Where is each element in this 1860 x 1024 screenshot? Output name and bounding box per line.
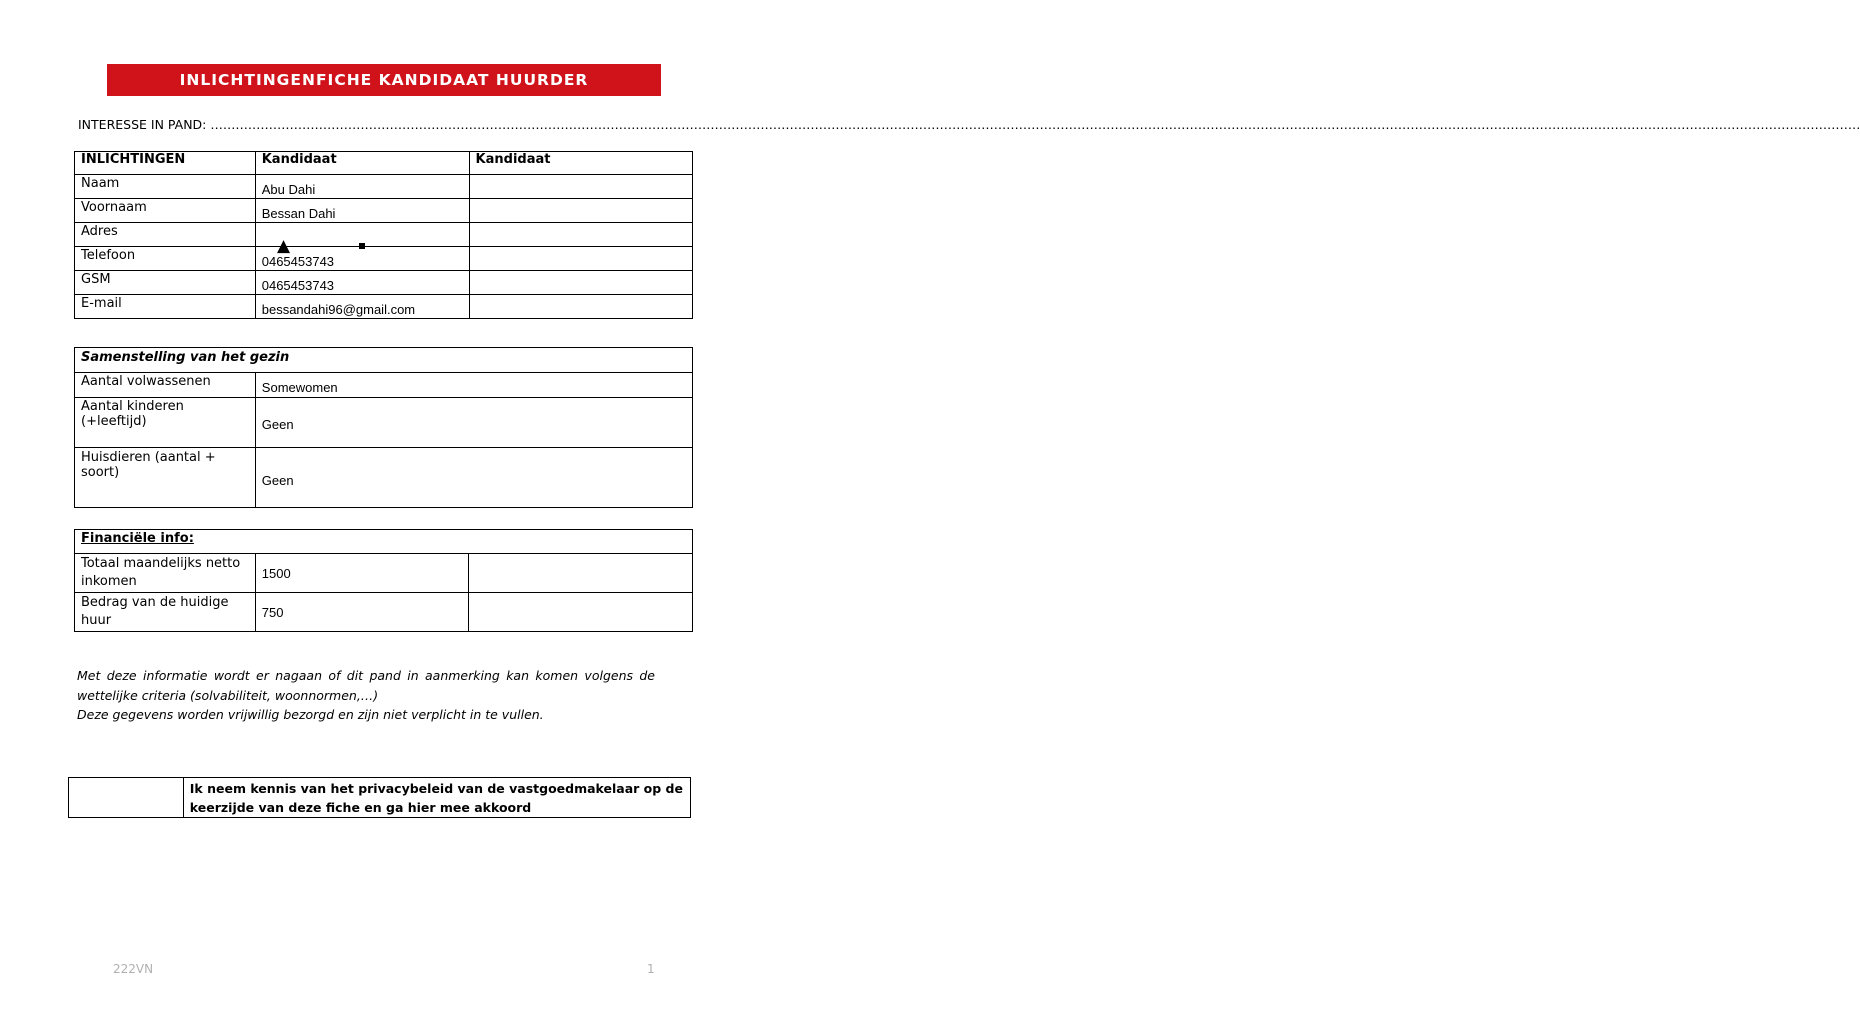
candidate2-adres-field[interactable] [469,223,692,247]
row-label: Telefoon [75,247,256,271]
candidate1-naam-field[interactable]: Abu Dahi [255,175,469,199]
scribble-line [298,246,448,247]
candidate1-telefoon-field[interactable]: 0465453743 [255,247,469,271]
scribble-mark: ▲ [277,236,291,256]
note-voluntary: Deze gegevens worden vrijwillig bezorgd en zijn niet verplicht in te vullen. [77,707,544,722]
family-row-adults [75,373,693,398]
rent-field[interactable]: 750 [255,593,469,632]
income-field-2[interactable] [469,554,693,593]
info-row-email [75,295,693,319]
info-row-adres [75,223,693,247]
candidate2-gsm-field[interactable] [469,271,692,295]
row-label: Aantal kinderen (+leeftijd) [75,398,256,448]
financial-heading-row [75,530,693,554]
row-label: Adres [75,223,256,247]
row-label: GSM [75,271,256,295]
row-label: Totaal maandelijks netto inkomen [75,554,256,593]
candidate2-naam-field[interactable] [469,175,692,199]
family-heading: Samenstelling van het gezin [75,348,693,373]
financial-row-income [75,554,693,593]
pets-field[interactable]: Geen [255,448,692,508]
rent-field-2[interactable] [469,593,693,632]
family-table [74,347,693,508]
adults-field[interactable]: Somewomen [255,373,692,398]
candidate1-gsm-field[interactable]: 0465453743 [255,271,469,295]
candidate1-voornaam-field[interactable]: Bessan Dahi [255,199,469,223]
info-row-telefoon [75,247,693,271]
privacy-row [69,778,691,818]
financial-table [74,529,693,632]
candidate2-voornaam-field[interactable] [469,199,692,223]
candidate1-email-field[interactable]: bessandahi96@gmail.com [255,295,469,319]
financial-row-rent [75,593,693,632]
row-label: Voornaam [75,199,256,223]
note-criteria: Met deze informatie wordt er nagaan of dit pand in aanmerking kan komen volgens de wettelijke criteria (solvabiliteit, woonnormen,…) [77,668,655,703]
header-cell-inlichtingen: INLICHTINGEN [75,152,256,175]
document-title: INLICHTINGENFICHE KANDIDAAT HUURDER [107,64,661,96]
interest-line [78,117,1860,132]
info-header-row [75,152,693,175]
family-row-children [75,398,693,448]
info-row-naam [75,175,693,199]
interest-label: INTERESSE IN PAND: [78,117,207,132]
info-table [74,151,693,319]
financial-heading: Financiële info: [75,530,693,554]
privacy-signature-box[interactable] [69,778,184,818]
header-cell-kandidaat-1: Kandidaat [255,152,469,175]
row-label: Bedrag van de huidige huur [75,593,256,632]
children-field[interactable]: Geen [255,398,692,448]
candidate2-email-field[interactable] [469,295,692,319]
info-row-voornaam [75,199,693,223]
income-field[interactable]: 1500 [255,554,469,593]
privacy-table [68,777,691,818]
scribble-dot [359,243,365,249]
privacy-statement: Ik neem kennis van het privacybeleid van de vastgoedmakelaar op de keerzijde van deze fiche en ga hier mee akkoord [183,778,690,818]
row-label: E-mail [75,295,256,319]
header-cell-kandidaat-2: Kandidaat [469,152,692,175]
footer-code: 222VN [113,962,154,976]
info-note [77,666,655,725]
row-label: Aantal volwassenen [75,373,256,398]
candidate2-telefoon-field[interactable] [469,247,692,271]
interest-dots: ……………………………………………………………………………………………………………………………………………………………………………………………………………………………………………………………………………………………………………………………………………………………… [210,117,1860,132]
row-label: Huisdieren (aantal + soort) [75,448,256,508]
family-row-pets [75,448,693,508]
family-heading-row [75,348,693,373]
page-number: 1 [647,962,655,976]
row-label: Naam [75,175,256,199]
info-row-gsm [75,271,693,295]
